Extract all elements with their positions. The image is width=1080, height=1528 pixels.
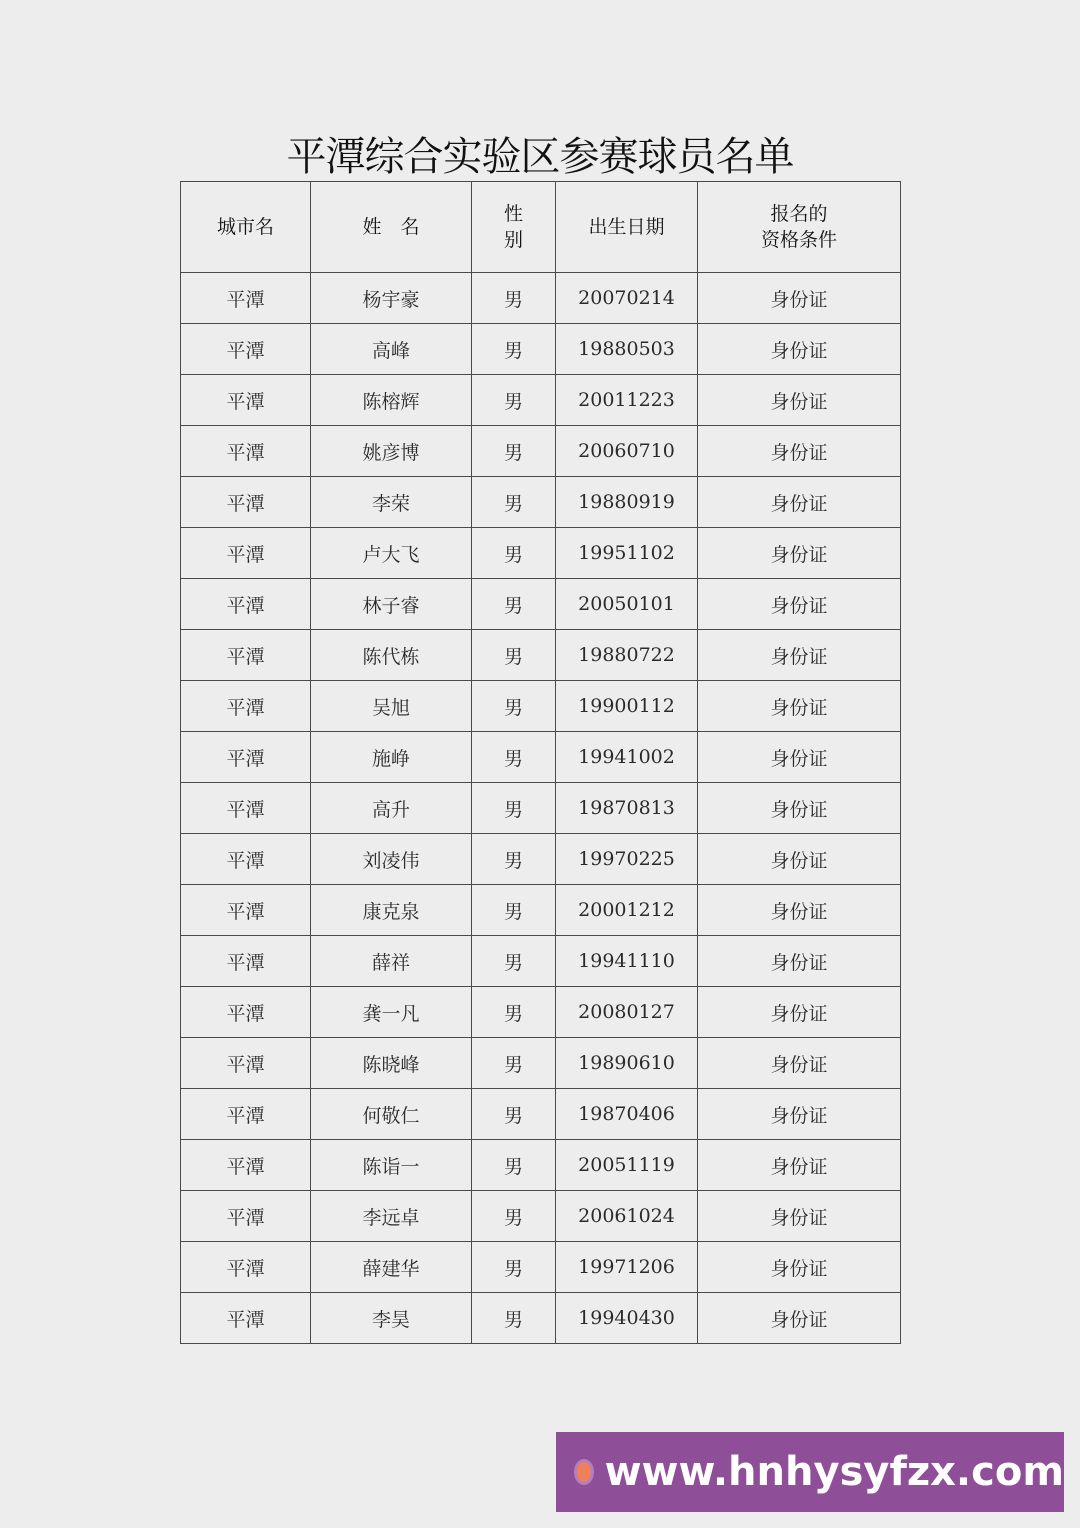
cell-name: 李荣 <box>311 477 472 528</box>
cell-name: 陈榕辉 <box>311 375 472 426</box>
cell-city: 平潭 <box>181 426 311 477</box>
cell-birthdate: 19900112 <box>556 681 698 732</box>
table-row <box>181 1089 901 1140</box>
cell-gender: 男 <box>472 1089 556 1140</box>
table-row <box>181 987 901 1038</box>
cell-gender: 男 <box>472 477 556 528</box>
cell-city: 平潭 <box>181 1191 311 1242</box>
cell-eligibility: 身份证 <box>698 375 901 426</box>
cell-name: 何敬仁 <box>311 1089 472 1140</box>
watermark-dot-icon <box>577 1462 591 1482</box>
cell-city: 平潭 <box>181 834 311 885</box>
cell-name: 刘凌伟 <box>311 834 472 885</box>
cell-birthdate: 19971206 <box>556 1242 698 1293</box>
table-row <box>181 426 901 477</box>
cell-gender: 男 <box>472 528 556 579</box>
table-row <box>181 732 901 783</box>
cell-name: 李远卓 <box>311 1191 472 1242</box>
cell-birthdate: 19880503 <box>556 324 698 375</box>
cell-eligibility: 身份证 <box>698 324 901 375</box>
cell-city: 平潭 <box>181 1038 311 1089</box>
cell-birthdate: 20011223 <box>556 375 698 426</box>
cell-birthdate: 19890610 <box>556 1038 698 1089</box>
table-row <box>181 528 901 579</box>
table-row <box>181 324 901 375</box>
cell-city: 平潭 <box>181 987 311 1038</box>
table-row <box>181 681 901 732</box>
cell-eligibility: 身份证 <box>698 1140 901 1191</box>
table-row <box>181 477 901 528</box>
cell-eligibility: 身份证 <box>698 834 901 885</box>
cell-name: 姚彦博 <box>311 426 472 477</box>
cell-gender: 男 <box>472 783 556 834</box>
cell-city: 平潭 <box>181 1140 311 1191</box>
header-gender: 性 别 <box>472 182 556 273</box>
cell-gender: 男 <box>472 1293 556 1344</box>
cell-city: 平潭 <box>181 630 311 681</box>
cell-birthdate: 20001212 <box>556 885 698 936</box>
cell-city: 平潭 <box>181 528 311 579</box>
site-watermark <box>556 1432 1064 1512</box>
cell-name: 高峰 <box>311 324 472 375</box>
table-row <box>181 630 901 681</box>
cell-eligibility: 身份证 <box>698 1242 901 1293</box>
table-row <box>181 1038 901 1089</box>
table-row <box>181 1242 901 1293</box>
cell-eligibility: 身份证 <box>698 936 901 987</box>
header-city: 城市名 <box>181 182 311 273</box>
cell-eligibility: 身份证 <box>698 1191 901 1242</box>
cell-gender: 男 <box>472 732 556 783</box>
cell-eligibility: 身份证 <box>698 783 901 834</box>
cell-gender: 男 <box>472 426 556 477</box>
cell-city: 平潭 <box>181 324 311 375</box>
cell-gender: 男 <box>472 1140 556 1191</box>
cell-city: 平潭 <box>181 1089 311 1140</box>
cell-city: 平潭 <box>181 1242 311 1293</box>
cell-eligibility: 身份证 <box>698 1038 901 1089</box>
cell-city: 平潭 <box>181 273 311 324</box>
cell-name: 陈代栋 <box>311 630 472 681</box>
cell-name: 吴旭 <box>311 681 472 732</box>
cell-eligibility: 身份证 <box>698 681 901 732</box>
table-row <box>181 375 901 426</box>
cell-name: 施峥 <box>311 732 472 783</box>
cell-birthdate: 19970225 <box>556 834 698 885</box>
cell-birthdate: 19951102 <box>556 528 698 579</box>
cell-city: 平潭 <box>181 936 311 987</box>
cell-name: 陈晓峰 <box>311 1038 472 1089</box>
cell-gender: 男 <box>472 885 556 936</box>
cell-birthdate: 19941002 <box>556 732 698 783</box>
cell-eligibility: 身份证 <box>698 528 901 579</box>
cell-birthdate: 20080127 <box>556 987 698 1038</box>
table-row <box>181 783 901 834</box>
table-body <box>181 273 901 1344</box>
cell-birthdate: 20070214 <box>556 273 698 324</box>
cell-name: 龚一凡 <box>311 987 472 1038</box>
cell-eligibility: 身份证 <box>698 1293 901 1344</box>
cell-birthdate: 19870813 <box>556 783 698 834</box>
cell-city: 平潭 <box>181 732 311 783</box>
cell-name: 李昊 <box>311 1293 472 1344</box>
cell-birthdate: 20061024 <box>556 1191 698 1242</box>
cell-eligibility: 身份证 <box>698 477 901 528</box>
cell-gender: 男 <box>472 273 556 324</box>
table-row <box>181 273 901 324</box>
cell-gender: 男 <box>472 987 556 1038</box>
table-row <box>181 936 901 987</box>
cell-eligibility: 身份证 <box>698 630 901 681</box>
cell-city: 平潭 <box>181 783 311 834</box>
table-row <box>181 579 901 630</box>
cell-eligibility: 身份证 <box>698 987 901 1038</box>
cell-name: 杨宇豪 <box>311 273 472 324</box>
cell-city: 平潭 <box>181 1293 311 1344</box>
table-row <box>181 1140 901 1191</box>
cell-birthdate: 20051119 <box>556 1140 698 1191</box>
table-header-row <box>181 182 901 273</box>
cell-gender: 男 <box>472 1242 556 1293</box>
table-row <box>181 1293 901 1344</box>
cell-gender: 男 <box>472 1038 556 1089</box>
page-title: 平潭综合实验区参赛球员名单 <box>286 134 794 180</box>
cell-city: 平潭 <box>181 579 311 630</box>
watermark-url: www.hnhysyfzx.com <box>604 1449 1064 1495</box>
roster-table <box>180 181 901 1344</box>
cell-name: 薛祥 <box>311 936 472 987</box>
cell-birthdate: 19880722 <box>556 630 698 681</box>
cell-city: 平潭 <box>181 885 311 936</box>
cell-birthdate: 19940430 <box>556 1293 698 1344</box>
cell-birthdate: 19880919 <box>556 477 698 528</box>
cell-name: 康克泉 <box>311 885 472 936</box>
cell-eligibility: 身份证 <box>698 1089 901 1140</box>
cell-gender: 男 <box>472 936 556 987</box>
cell-city: 平潭 <box>181 375 311 426</box>
table-row <box>181 885 901 936</box>
cell-eligibility: 身份证 <box>698 426 901 477</box>
cell-name: 陈诣一 <box>311 1140 472 1191</box>
header-name: 姓 名 <box>311 182 472 273</box>
cell-eligibility: 身份证 <box>698 885 901 936</box>
table-row <box>181 1191 901 1242</box>
cell-gender: 男 <box>472 324 556 375</box>
cell-birthdate: 20060710 <box>556 426 698 477</box>
cell-gender: 男 <box>472 834 556 885</box>
cell-birthdate: 20050101 <box>556 579 698 630</box>
cell-name: 林子睿 <box>311 579 472 630</box>
cell-gender: 男 <box>472 681 556 732</box>
cell-name: 薛建华 <box>311 1242 472 1293</box>
cell-city: 平潭 <box>181 681 311 732</box>
cell-birthdate: 19870406 <box>556 1089 698 1140</box>
cell-city: 平潭 <box>181 477 311 528</box>
table-row <box>181 834 901 885</box>
cell-name: 高升 <box>311 783 472 834</box>
cell-eligibility: 身份证 <box>698 732 901 783</box>
cell-gender: 男 <box>472 375 556 426</box>
cell-gender: 男 <box>472 579 556 630</box>
cell-eligibility: 身份证 <box>698 579 901 630</box>
cell-gender: 男 <box>472 630 556 681</box>
header-eligibility: 报名的 资格条件 <box>698 182 901 273</box>
cell-birthdate: 19941110 <box>556 936 698 987</box>
cell-gender: 男 <box>472 1191 556 1242</box>
cell-eligibility: 身份证 <box>698 273 901 324</box>
header-birthdate: 出生日期 <box>556 182 698 273</box>
cell-name: 卢大飞 <box>311 528 472 579</box>
